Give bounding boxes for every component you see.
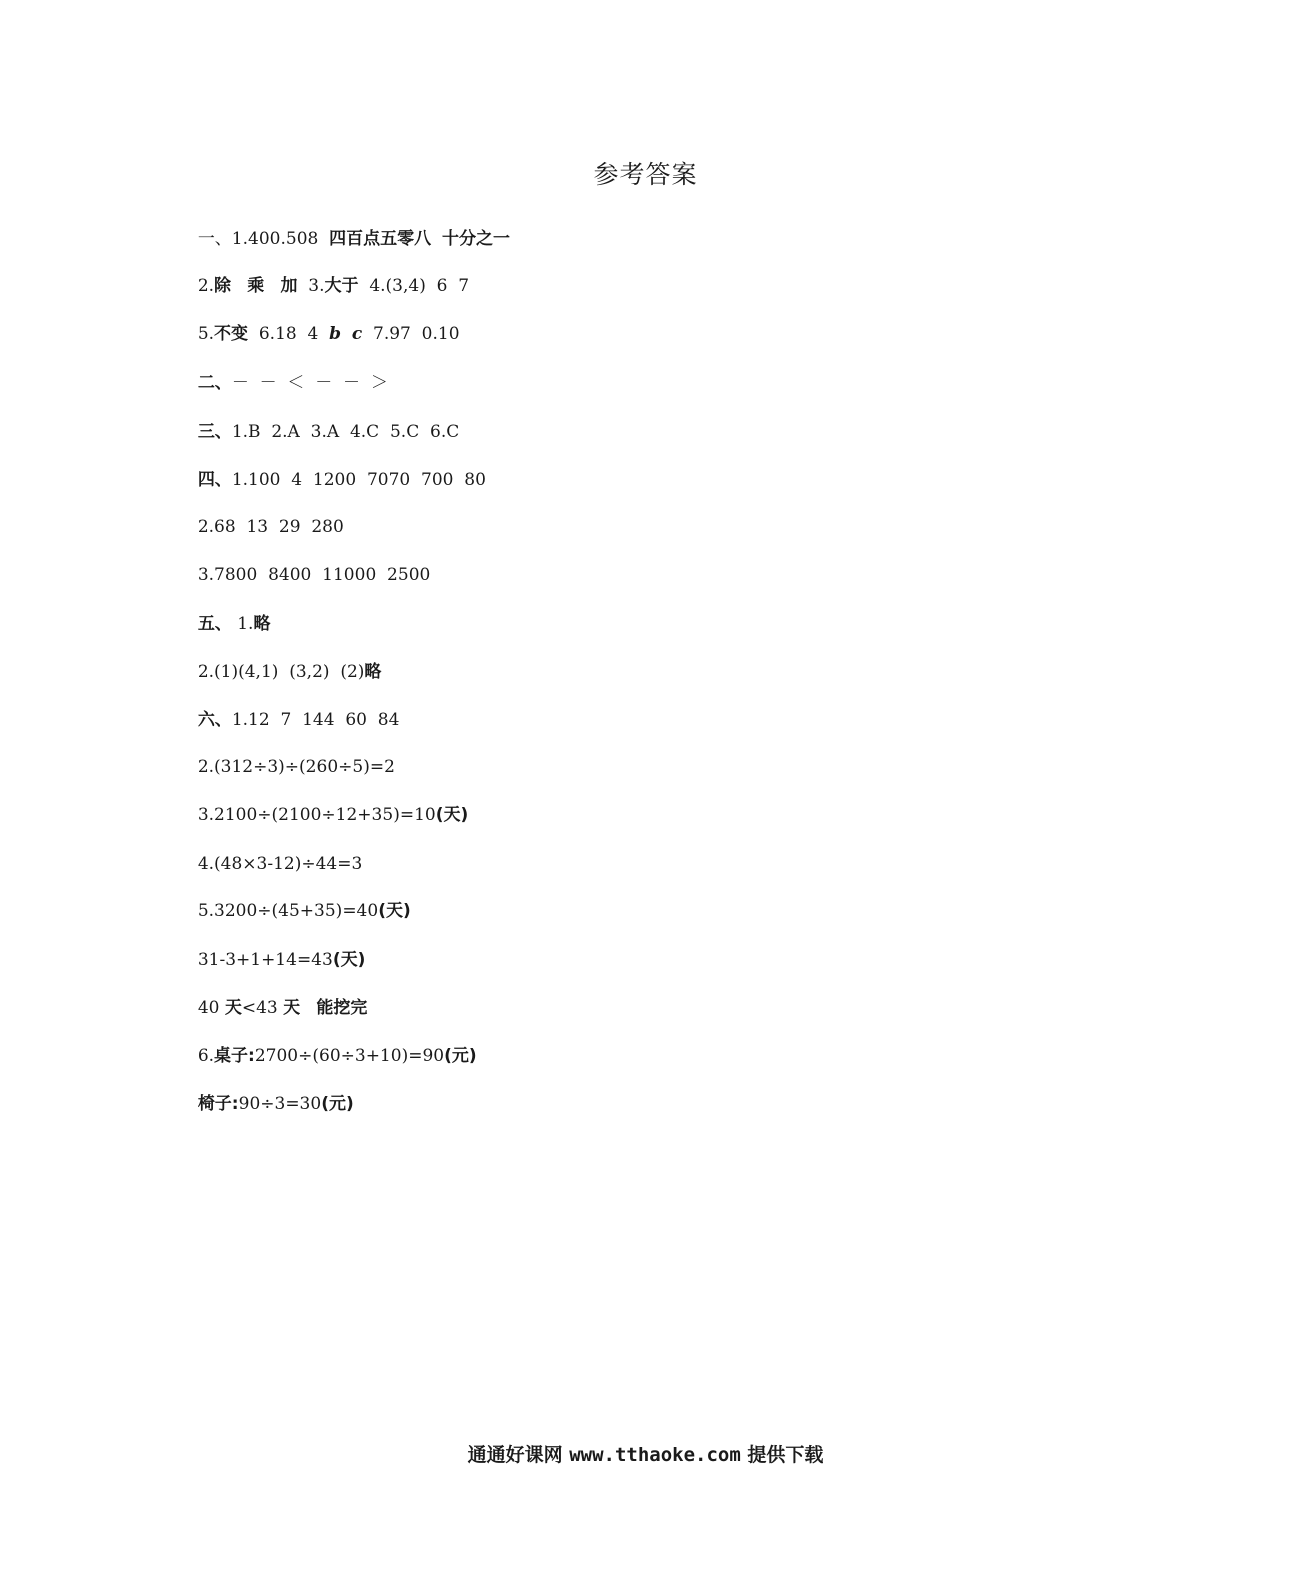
answer-text: 三、 [197, 422, 232, 442]
answer-line-15 [187, 872, 411, 924]
answer-text [300, 998, 316, 1018]
answer-line-8 [187, 536, 430, 588]
answer-text: 2. [197, 276, 215, 296]
answer-text: (天) [435, 805, 469, 825]
answer-line-17 [187, 969, 367, 1021]
answer-line-18 [187, 1017, 477, 1069]
answer-text: 31-3+1+14=43 [197, 950, 333, 970]
answer-text: 90÷3=30 [238, 1094, 322, 1114]
answer-text: 除 [214, 276, 232, 296]
answer-text: 1.12 7 144 60 84 [231, 710, 400, 730]
answer-text: (天) [332, 950, 366, 970]
answer-line-2 [187, 247, 469, 299]
answer-text: (元) [321, 1094, 354, 1114]
answer-text: 大于 [324, 276, 359, 296]
answer-text [341, 324, 352, 344]
answer-text: 四百点五零八 [329, 229, 432, 249]
footer-site-link[interactable]: www.tthaoke.com [569, 1444, 741, 1466]
answer-text: 1.100 4 1200 7070 700 80 [231, 470, 486, 490]
footer-brand: 通通好课网 [467, 1444, 563, 1466]
answer-line-1 [187, 200, 510, 252]
answer-text: 5.3200÷(45+35)=40 [197, 901, 379, 921]
download-footer [0, 1440, 1291, 1467]
answer-text: 不变 [214, 324, 249, 344]
answer-text: 2.(1)(4,1) (3,2) (2) [197, 662, 365, 682]
answer-text: 6. [197, 1046, 215, 1066]
answer-text [431, 229, 442, 249]
answer-line-4 [187, 344, 388, 396]
answer-text: 2.(312÷3)÷(260÷5)=2 [197, 757, 395, 777]
answer-text: 6.18 4 [248, 324, 330, 344]
answer-line-7 [187, 488, 344, 540]
answer-text: 40 [197, 998, 225, 1018]
answer-text: 桌子: [214, 1046, 255, 1066]
answer-text: <43 [241, 998, 284, 1018]
answer-line-14 [187, 825, 362, 877]
answer-text: 乘 [247, 276, 265, 296]
answer-line-19 [187, 1065, 354, 1117]
answer-text: 1.B 2.A 3.A 4.C 5.C 6.C [231, 422, 460, 442]
answer-line-12 [187, 728, 395, 780]
answer-text: (元) [444, 1046, 477, 1066]
answer-line-10 [187, 633, 381, 685]
answer-text: 二、 [197, 373, 232, 393]
answer-line-3 [187, 295, 460, 347]
answer-text: 六、 [197, 710, 232, 730]
answer-line-13 [187, 776, 468, 828]
answer-line-11 [187, 681, 399, 733]
answer-text: b [329, 324, 342, 344]
answer-text: 4.(3,4) 6 7 [358, 276, 470, 296]
answer-text: 四、 [197, 470, 232, 490]
answer-text: 7.97 0.10 [362, 324, 460, 344]
answer-text: 天 [283, 998, 301, 1018]
answer-line-16 [187, 921, 365, 973]
answer-text: 5. [197, 324, 215, 344]
answer-line-6 [187, 441, 486, 493]
answer-text: 1. [231, 614, 254, 634]
page-title: 参考答案 [593, 160, 698, 189]
answer-line-9 [187, 585, 270, 637]
answer-text: 4.(48×3-12)÷44=3 [197, 854, 363, 874]
answer-text: 能挖完 [316, 998, 368, 1018]
answer-text: － － ＜ － － ＞ [231, 373, 388, 393]
answer-text: 十分之一 [441, 229, 510, 249]
answer-text: 略 [364, 662, 382, 682]
answer-text: 天 [224, 998, 242, 1018]
answer-text: (天) [378, 901, 411, 921]
answer-line-5 [187, 393, 459, 445]
answer-text: 2700÷(60÷3+10)=90 [254, 1046, 445, 1066]
answer-text: 五、 [197, 614, 232, 634]
answer-text: 3. [297, 276, 325, 296]
answer-text: c [351, 324, 363, 344]
answer-text: 3.2100÷(2100÷12+35)=10 [197, 805, 436, 825]
answer-text [231, 276, 247, 296]
answer-text: 3.7800 8400 11000 2500 [197, 565, 431, 585]
answer-text: 2.68 13 29 280 [197, 517, 344, 537]
footer-suffix: 提供下载 [747, 1444, 824, 1466]
answer-text: 椅子: [197, 1094, 239, 1114]
answer-text: 一、1.400.508 [197, 229, 330, 249]
answer-text: 加 [280, 276, 298, 296]
answer-text: 略 [253, 614, 271, 634]
answer-text [264, 276, 280, 296]
